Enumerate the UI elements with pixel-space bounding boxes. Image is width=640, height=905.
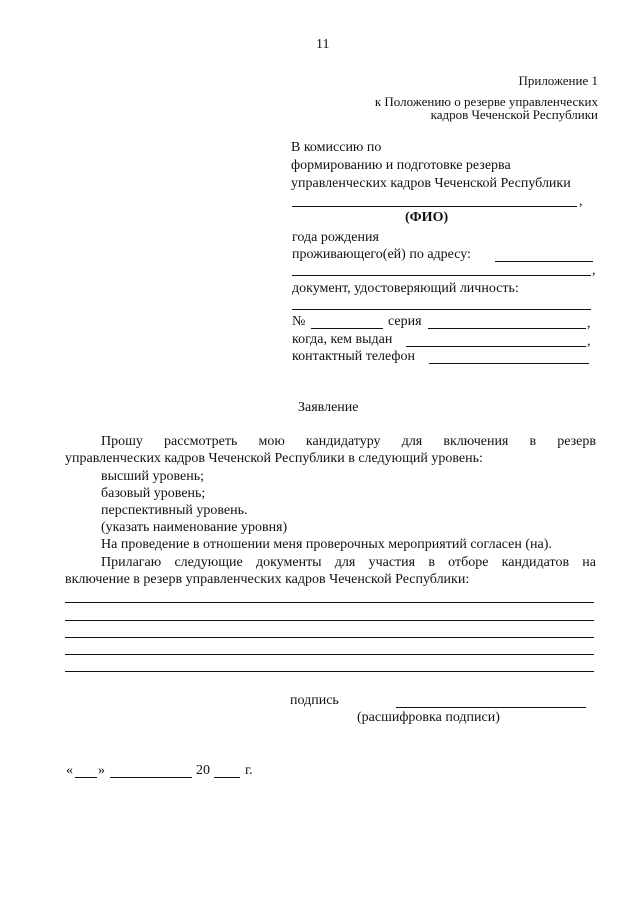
addressee-line-3: управленческих кадров Чеченской Республики <box>291 176 571 191</box>
statement-paragraph-1-line-2: управленческих кадров Чеченской Республики в следующий уровень: <box>65 451 483 466</box>
attachments-line-1: Прилагаю следующие документы для участия в отборе кандидатов на <box>101 555 596 570</box>
page-number: 11 <box>316 37 330 52</box>
level-basic: базовый уровень; <box>101 486 206 501</box>
consent-text: На проведение в отношении меня проверочных мероприятий согласен (на). <box>101 537 552 552</box>
attachment-line-2[interactable] <box>65 620 594 621</box>
date-year-suffix: г. <box>245 763 253 778</box>
appendix-subtitle-2: кадров Чеченской Республики <box>430 107 598 122</box>
appendix-subtitle-1: к Положению о резерве управленческих <box>374 94 598 109</box>
date-open-quote: « <box>66 763 73 778</box>
issued-field-line[interactable] <box>406 346 586 347</box>
level-note: (указать наименование уровня) <box>101 520 288 535</box>
address-comma: , <box>592 263 596 278</box>
attachment-line-3[interactable] <box>65 637 594 638</box>
series-label: серия <box>388 314 422 329</box>
date-year-field[interactable] <box>214 777 240 778</box>
fio-field-line[interactable] <box>292 206 577 207</box>
level-perspective: перспективный уровень. <box>101 503 248 518</box>
phone-label: контактный телефон <box>292 349 415 364</box>
attachments-line-2: включение в резерв управленческих кадров Чеченской Республики: <box>65 572 470 587</box>
addressee-line-1: В комиссию по <box>291 140 382 155</box>
signature-label: подпись <box>290 693 339 708</box>
id-document-label: документ, удостоверяющий личность: <box>292 281 519 296</box>
level-highest: высший уровень; <box>101 469 205 484</box>
fio-caption: (ФИО) <box>405 210 449 225</box>
number-label: № <box>292 314 306 329</box>
address-field-line-2[interactable] <box>292 275 591 276</box>
date-year-prefix: 20 <box>196 763 210 778</box>
address-field-line-1[interactable] <box>495 261 593 262</box>
issued-comma: , <box>587 334 591 349</box>
fio-comma: , <box>579 194 583 209</box>
statement-paragraph-1-line-1: Прошу рассмотреть мою кандидатуру для включения в резерв <box>101 434 596 449</box>
phone-field-line[interactable] <box>429 363 589 364</box>
number-field-line[interactable] <box>311 328 383 329</box>
signature-field-line[interactable] <box>396 707 586 708</box>
attachment-line-1[interactable] <box>65 602 594 603</box>
address-label: проживающего(ей) по адресу: <box>292 247 471 262</box>
birth-year-label: года рождения <box>292 230 379 245</box>
date-day-field[interactable] <box>75 777 97 778</box>
issued-label: когда, кем выдан <box>292 332 393 347</box>
date-month-field[interactable] <box>110 777 192 778</box>
statement-heading: Заявление <box>298 400 359 415</box>
appendix-title: Приложение 1 <box>518 73 598 88</box>
signature-decode-caption: (расшифровка подписи) <box>357 710 500 725</box>
series-comma: , <box>587 316 591 331</box>
attachment-line-5[interactable] <box>65 671 594 672</box>
id-document-field-line[interactable] <box>292 309 591 310</box>
date-close-quote: » <box>98 763 105 778</box>
addressee-line-2: формированию и подготовке резерва <box>291 158 511 173</box>
series-field-line[interactable] <box>428 328 586 329</box>
attachment-line-4[interactable] <box>65 654 594 655</box>
